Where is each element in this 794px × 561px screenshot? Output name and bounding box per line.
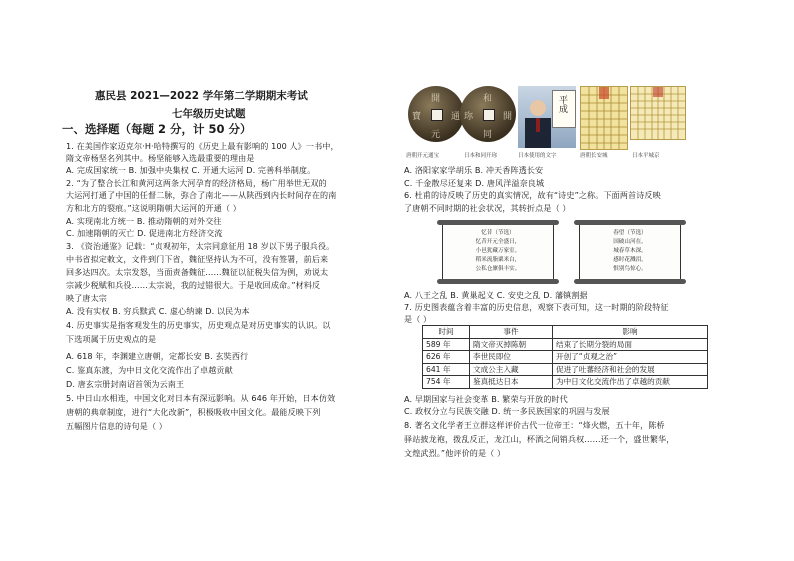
table-cell: 754 年 bbox=[423, 376, 470, 389]
question-text: 6. 杜甫的诗反映了历史的真实情况，故有“诗史”之称。下面两首诗反映 bbox=[404, 190, 661, 200]
question-text: 隋文帝杨坚名列其中。杨坚能够入选最重要的理由是 bbox=[66, 153, 255, 163]
image-caption: 唐朝开元通宝 bbox=[406, 153, 440, 159]
table-cell: 结束了长期分裂的局面 bbox=[553, 338, 708, 351]
events-table bbox=[422, 325, 708, 389]
answer-options: A. 实现南北方统一 B. 推动隋朝的对外交往 bbox=[66, 216, 222, 226]
question-text: 宗减少税赋和兵役……太宗说，我的过错很大。于是收回成命。”材料反 bbox=[66, 280, 321, 290]
question-text: 方和北方的裂痕。”这说明隋朝大运河的开通（ ） bbox=[66, 203, 241, 213]
image-caption: 日本使用的文字 bbox=[518, 153, 557, 159]
answer-options: A. 完成国家统一 B. 加强中央集权 C. 开通大运河 D. 完善科举制度。 bbox=[66, 165, 316, 175]
answer-options: C. 鉴真东渡，为中日文化交流作出了卓越贡献 bbox=[66, 365, 233, 375]
question-text: 5. 中日山水相连，中国文化对日本有深远影响。从 646 年开始，日本仿效 bbox=[66, 393, 336, 403]
question-text: 五幅图片信息的诗句是（ ） bbox=[66, 421, 167, 431]
table-row bbox=[423, 338, 708, 351]
answer-options: C. 政权分立与民族交融 D. 统一多民族国家的巩固与发展 bbox=[404, 406, 610, 416]
answer-options: A. 没有实权 B. 穷兵黩武 C. 虚心纳谏 D. 以民为本 bbox=[66, 306, 250, 316]
image-caption: 日本和同开珎 bbox=[464, 153, 498, 159]
exam-subtitle: 七年级历史试题 bbox=[172, 108, 246, 120]
answer-options: A. 洛阳家家学胡乐 B. 冲天香阵透长安 bbox=[404, 165, 544, 175]
poem-scroll-left: 忆昔（节选） 忆昔开元全盛日， 小邑犹藏万家室。 稻米流脂粟米白， 公私仓廪俱丰实。 bbox=[442, 222, 554, 282]
section-heading: 一、选择题（每题 2 分，计 50 分） bbox=[62, 122, 252, 136]
table-row bbox=[423, 351, 708, 364]
table-cell: 开创了“贞观之治” bbox=[553, 351, 708, 364]
answer-options: A. 618 年，李渊建立唐朝，定都长安 B. 玄奘西行 bbox=[66, 351, 249, 361]
table-cell: 鉴真抵达日本 bbox=[470, 376, 553, 389]
table-cell: 589 年 bbox=[423, 338, 470, 351]
table-cell: 641 年 bbox=[423, 363, 470, 376]
table-cell: 为中日文化交流作出了卓越的贡献 bbox=[553, 376, 708, 389]
question-text: 3. 《资治通鉴》记载：“贞观初年，太宗同意征用 18 岁以下男子服兵役。 bbox=[66, 241, 335, 251]
table-header: 事件 bbox=[470, 326, 553, 339]
image-caption: 日本平城京 bbox=[632, 153, 660, 159]
table-row bbox=[423, 376, 708, 389]
table-cell: 隋文帝灭掉陈朝 bbox=[470, 338, 553, 351]
answer-options: A. 早期国家与社会变革 B. 繁荣与开放的时代 bbox=[404, 394, 568, 404]
image-caption: 唐朝长安城 bbox=[580, 153, 608, 159]
question-text: 2. “为了整合长江和黄河这两条大河孕育的经济格局，杨广用举世无双的 bbox=[66, 178, 327, 188]
heisei-sign: 平成 bbox=[552, 90, 576, 128]
answer-options: D. 唐玄宗册封南诏首领为云南王 bbox=[66, 379, 185, 389]
heijo-city-map bbox=[630, 86, 686, 140]
answer-options: C. 千金散尽还复来 D. 唐风洋溢奈良城 bbox=[404, 178, 545, 188]
question-text: 是（ ） bbox=[404, 314, 432, 324]
answer-options: C. 加速隋朝的灭亡 D. 促进南北方经济交流 bbox=[66, 228, 223, 238]
question-text: 4. 历史事实是指客观发生的历史事实，历史观点是对历史事实的认识。以 bbox=[66, 320, 331, 330]
question-text: 唐朝的典章制度，进行“大化改新”，积极吸收中国文化。最能反映下列 bbox=[66, 407, 321, 417]
table-header: 时间 bbox=[423, 326, 470, 339]
question-text: 大运河打通了中国的任督二脉，弥合了南北——从陕西到内长时间存在的南 bbox=[66, 190, 337, 200]
table-cell: 促进了吐蕃经济和社会的发展 bbox=[553, 363, 708, 376]
table-header-row bbox=[423, 326, 708, 339]
question-text: 8. 著名文化学者王立群这样评价古代一位帝王：“烽火燃，五十年，陈桥 bbox=[404, 420, 665, 430]
table-header: 影响 bbox=[553, 326, 708, 339]
question-text: 了唐朝不同时期的社会状况，其转折点是（ ） bbox=[404, 203, 571, 213]
question-text: 1. 在美国作家迈克尔·H·哈特撰写的《历史上最有影响的 100 人》一书中， bbox=[66, 141, 339, 151]
image-strip bbox=[404, 86, 720, 162]
question-text: 下选项属于历史观点的是 bbox=[66, 334, 157, 344]
question-text: 驿站披龙袍，拨乱反正，龙江山，杯酒之间销兵权……还一个，盛世繁华， bbox=[404, 434, 675, 444]
changan-city-map bbox=[580, 86, 628, 150]
wado-coin-image: 和 同 開 珎 bbox=[460, 86, 516, 142]
question-text: 7. 历史图表蕴含着丰富的历史信息，观察下表可知，这一时期的阶段特征 bbox=[404, 302, 669, 312]
exam-title: 惠民县 2021—2022 学年第二学期期末考试 bbox=[95, 90, 308, 102]
question-text: 回多达四次。太宗发怒，当面责备魏征……魏征以征税失信为例，劝说太 bbox=[66, 267, 329, 277]
question-text: 文煌武烈。”他评价的是（ ） bbox=[404, 448, 506, 458]
table-row bbox=[423, 363, 708, 376]
answer-options: A. 八王之乱 B. 黄巢起义 C. 安史之乱 D. 藩镇割据 bbox=[404, 290, 588, 300]
question-text: 映了唐太宗 bbox=[66, 293, 107, 303]
question-text: 中书省拟定敕文，文件到门下省，魏征坚持认为不可，没有签署，前后来 bbox=[66, 254, 329, 264]
poem-scroll-right: 春望（节选） 国破山河在， 城春草木深。 感时花溅泪， 恨别鸟惊心。 bbox=[579, 222, 681, 282]
kaiyuan-coin-image: 開 元 通 寶 bbox=[408, 86, 464, 142]
table-cell: 李世民即位 bbox=[470, 351, 553, 364]
table-cell: 626 年 bbox=[423, 351, 470, 364]
table-cell: 文成公主入藏 bbox=[470, 363, 553, 376]
